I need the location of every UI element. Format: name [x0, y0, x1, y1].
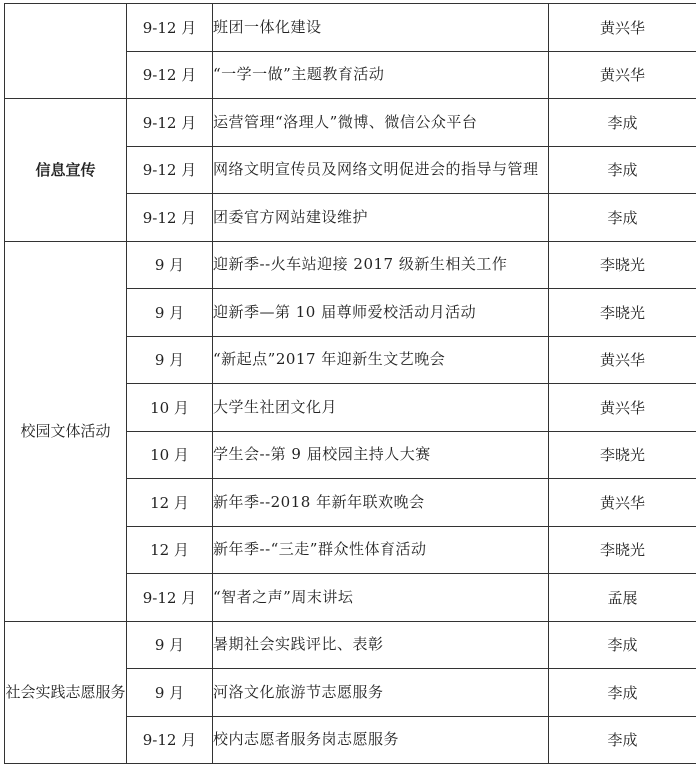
period-cell: 9-12 月 [127, 574, 213, 622]
period-cell: 9 月 [127, 669, 213, 717]
owner-cell: 孟展 [549, 574, 697, 622]
task-cell: 河洛文化旅游节志愿服务 [213, 669, 549, 717]
period-cell: 10 月 [127, 431, 213, 479]
owner-cell: 李晓光 [549, 289, 697, 337]
task-cell: 迎新季—第 10 届尊师爱校活动月活动 [213, 289, 549, 337]
owner-cell: 李成 [549, 716, 697, 764]
task-cell: 新年季--“三走”群众性体育活动 [213, 526, 549, 574]
task-cell: “智者之声”周末讲坛 [213, 574, 549, 622]
period-cell: 9-12 月 [127, 716, 213, 764]
period-cell: 9-12 月 [127, 146, 213, 194]
owner-cell: 黄兴华 [549, 4, 697, 52]
category-cell [5, 4, 127, 99]
owner-cell: 黄兴华 [549, 479, 697, 527]
period-cell: 9 月 [127, 336, 213, 384]
owner-cell: 李成 [549, 99, 697, 147]
table-row [5, 99, 697, 147]
period-cell: 9-12 月 [127, 51, 213, 99]
category-cell: 校园文体活动 [5, 241, 127, 621]
task-cell: 班团一体化建设 [213, 4, 549, 52]
owner-cell: 李成 [549, 146, 697, 194]
period-cell: 9-12 月 [127, 4, 213, 52]
period-cell: 9-12 月 [127, 99, 213, 147]
category-cell: 信息宣传 [5, 99, 127, 242]
task-cell: “新起点”2017 年迎新生文艺晚会 [213, 336, 549, 384]
period-cell: 12 月 [127, 526, 213, 574]
owner-cell: 黄兴华 [549, 51, 697, 99]
period-cell: 9-12 月 [127, 194, 213, 242]
owner-cell: 李成 [549, 621, 697, 669]
task-cell: 运营管理“洛理人”微博、微信公众平台 [213, 99, 549, 147]
period-cell: 9 月 [127, 621, 213, 669]
table-row [5, 621, 697, 669]
task-cell: 校内志愿者服务岗志愿服务 [213, 716, 549, 764]
task-cell: 暑期社会实践评比、表彰 [213, 621, 549, 669]
document-page [4, 3, 696, 766]
work-plan-table [4, 3, 696, 764]
task-cell: 大学生社团文化月 [213, 384, 549, 432]
period-cell: 12 月 [127, 479, 213, 527]
owner-cell: 李晓光 [549, 241, 697, 289]
task-cell: 迎新季--火车站迎接 2017 级新生相关工作 [213, 241, 549, 289]
task-cell: 团委官方网站建设维护 [213, 194, 549, 242]
period-cell: 10 月 [127, 384, 213, 432]
task-cell: 网络文明宣传员及网络文明促进会的指导与管理 [213, 146, 549, 194]
table-row [5, 4, 697, 52]
period-cell: 9 月 [127, 241, 213, 289]
category-cell: 社会实践志愿服务 [5, 621, 127, 764]
task-cell: 新年季--2018 年新年联欢晚会 [213, 479, 549, 527]
owner-cell: 黄兴华 [549, 336, 697, 384]
owner-cell: 李成 [549, 194, 697, 242]
task-cell: 学生会--第 9 届校园主持人大赛 [213, 431, 549, 479]
owner-cell: 李成 [549, 669, 697, 717]
table-row [5, 241, 697, 289]
period-cell: 9 月 [127, 289, 213, 337]
owner-cell: 黄兴华 [549, 384, 697, 432]
owner-cell: 李晓光 [549, 431, 697, 479]
owner-cell: 李晓光 [549, 526, 697, 574]
task-cell: “一学一做”主题教育活动 [213, 51, 549, 99]
